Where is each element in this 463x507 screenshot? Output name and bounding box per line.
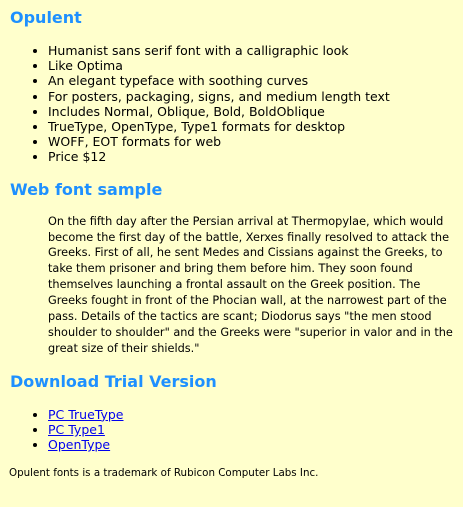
download-item <box>48 407 463 422</box>
feature-list <box>10 43 463 165</box>
sample-paragraph: On the fifth day after the Persian arrival at Thermopylae, which would become the first day of the battle, Xerxes finally resolved to attack the Greeks. First of all, he sent Medes and Cissians against the Greeks, to take them prisoner and bring them before him. They soon found themselves launching a frontal assault on the Greek position. The Greeks fought in front of the Phocian wall, at the narrowest part of the pass. Details of the tactics are scant; Diodorus says "the men stood shoulder to shoulder" and the Greeks were "superior in valor and in the great size of their shields." <box>48 214 453 355</box>
download-item <box>48 437 463 452</box>
download-link-opentype[interactable]: OpenType <box>48 437 111 453</box>
feature-item: • Price $12 <box>48 149 463 164</box>
footer-trademark: Opulent fonts is a trademark of Rubicon Computer Labs Inc. <box>9 467 319 480</box>
feature-item: • TrueType, OpenType, Type1 formats for desktop <box>48 119 463 134</box>
feature-item: • Like Optima <box>48 58 463 73</box>
download-list <box>10 407 463 453</box>
feature-item: • Humanist sans serif font with a calligraphic look <box>48 43 463 58</box>
download-link-pc-truetype[interactable]: PC TrueType <box>48 406 124 422</box>
feature-item: • For posters, packaging, signs, and medium length text <box>48 89 463 104</box>
page-title: Opulent <box>10 8 82 27</box>
feature-item: • An elegant typeface with soothing curves <box>48 73 463 88</box>
download-heading: Download Trial Version <box>10 371 217 391</box>
sample-heading: Web font sample <box>10 179 163 199</box>
download-item <box>48 422 463 437</box>
download-link-pc-type1[interactable]: PC Type1 <box>48 421 105 437</box>
feature-item: • WOFF, EOT formats for web <box>48 134 463 149</box>
feature-item: • Includes Normal, Oblique, Bold, BoldOblique <box>48 104 463 119</box>
